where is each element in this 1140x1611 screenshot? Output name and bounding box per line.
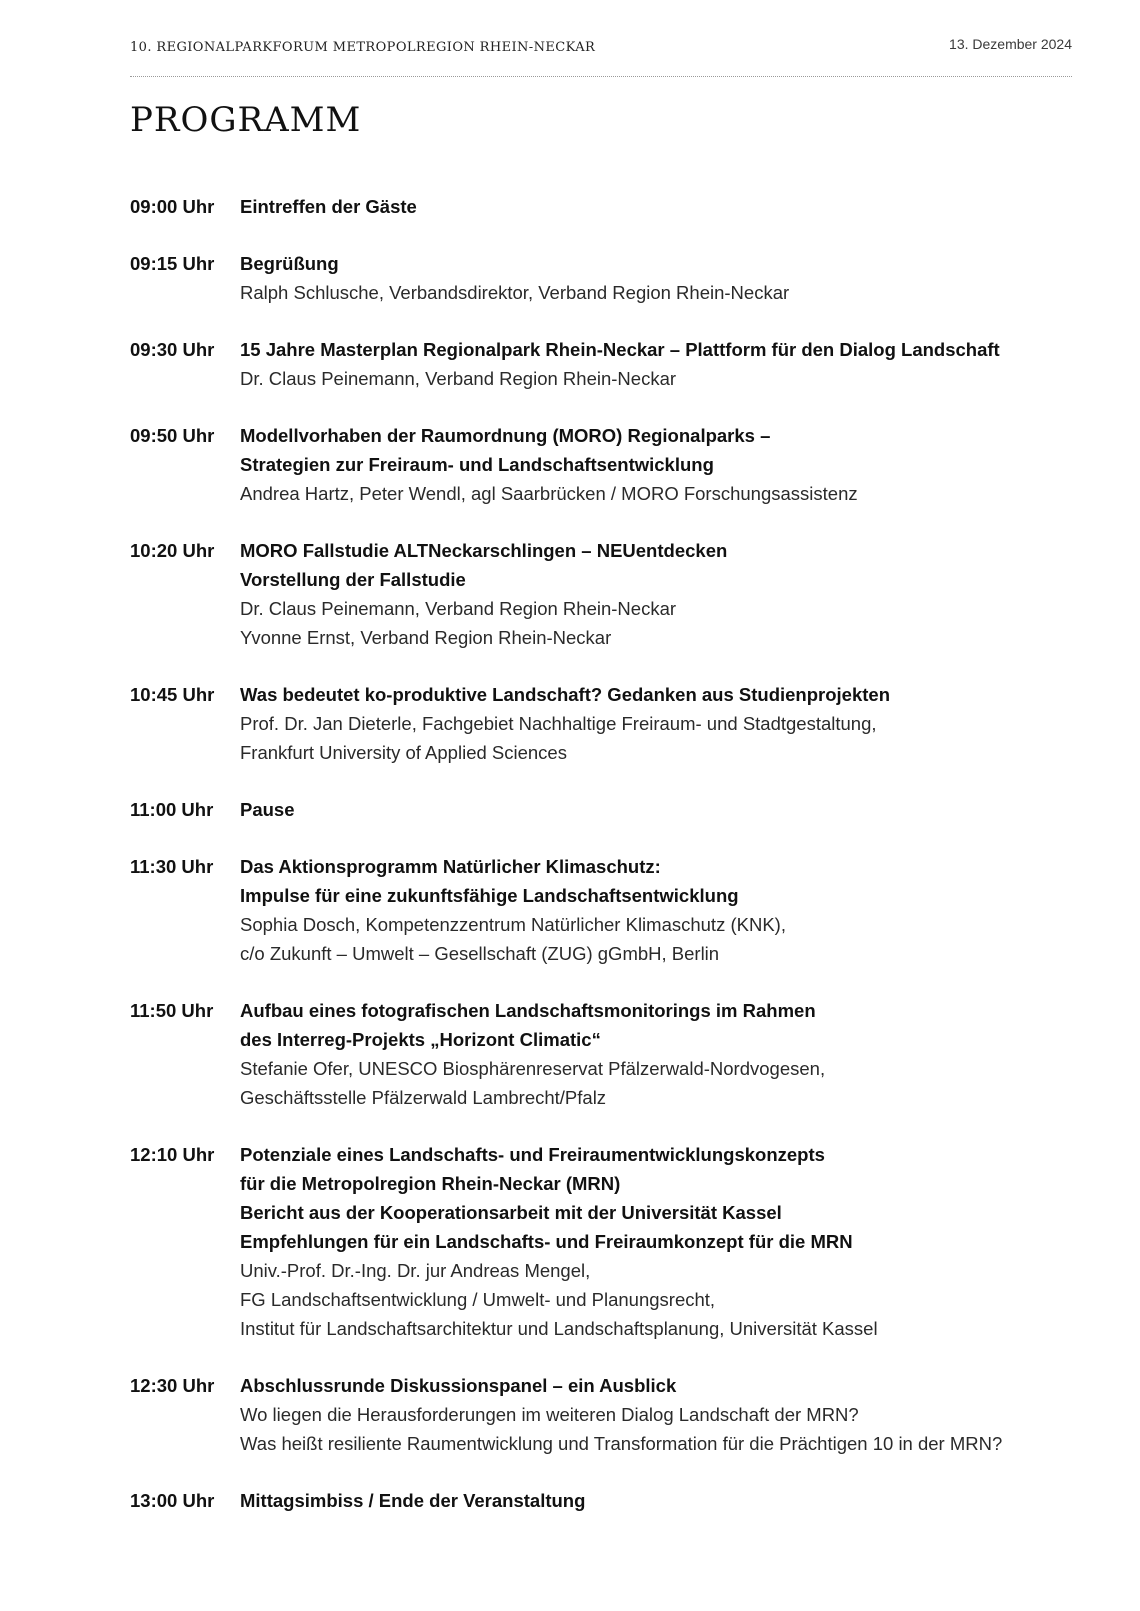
agenda-title: MORO Fallstudie ALTNeckarschlingen – NEUentdecken [240,540,728,561]
agenda-title: Begrüßung [240,253,339,274]
agenda-speaker: Was heißt resiliente Raumentwicklung und Transformation für die Prächtigen 10 in der MRN? [240,1433,1003,1454]
agenda-list [130,192,1072,1543]
agenda-item [130,249,1072,307]
agenda-time: 12:30 Uhr [130,1375,215,1396]
agenda-item [130,335,1072,393]
agenda-speaker: Ralph Schlusche, Verbandsdirektor, Verband Region Rhein-Neckar [240,282,790,303]
agenda-item [130,680,1072,767]
agenda-time: 09:50 Uhr [130,425,215,446]
agenda-title: Empfehlungen für ein Landschafts- und Freiraumkonzept für die MRN [240,1231,853,1252]
agenda-item [130,996,1072,1112]
agenda-speaker: Geschäftsstelle Pfälzerwald Lambrecht/Pfalz [240,1087,607,1108]
agenda-time: 11:00 Uhr [130,799,214,820]
agenda-item [130,536,1072,652]
agenda-title: Strategien zur Freiraum- und Landschaftsentwicklung [240,454,714,475]
agenda-time: 12:10 Uhr [130,1144,215,1165]
agenda-title: Das Aktionsprogramm Natürlicher Klimaschutz: [240,856,661,877]
agenda-title: für die Metropolregion Rhein-Neckar (MRN) [240,1173,621,1194]
agenda-speaker: Stefanie Ofer, UNESCO Biosphärenreservat Pfälzerwald-Nordvogesen, [240,1058,826,1079]
agenda-speaker: Univ.-Prof. Dr.-Ing. Dr. jur Andreas Mengel, [240,1260,591,1281]
agenda-time: 09:30 Uhr [130,339,215,360]
agenda-title: Impulse für eine zukunftsfähige Landschaftsentwicklung [240,885,739,906]
agenda-time: 09:15 Uhr [130,253,215,274]
agenda-title: des Interreg-Projekts „Horizont Climatic“ [240,1029,601,1050]
agenda-time: 13:00 Uhr [130,1490,215,1511]
page-title: PROGRAMM [130,100,362,140]
agenda-title: Vorstellung der Fallstudie [240,569,466,590]
event-date: 13. Dezember 2024 [949,36,1072,52]
agenda-speaker: Dr. Claus Peinemann, Verband Region Rhein-Neckar [240,598,677,619]
agenda-speaker: Institut für Landschaftsarchitektur und Landschaftsplanung, Universität Kassel [240,1318,878,1339]
agenda-title: Pause [240,799,295,820]
agenda-speaker: Prof. Dr. Jan Dieterle, Fachgebiet Nachhaltige Freiraum- und Stadtgestaltung, [240,713,877,734]
agenda-item [130,795,1072,824]
agenda-speaker: Yvonne Ernst, Verband Region Rhein-Neckar [240,627,612,648]
agenda-time: 10:20 Uhr [130,540,215,561]
agenda-speaker: c/o Zukunft – Umwelt – Gesellschaft (ZUG) gGmbH, Berlin [240,943,720,964]
agenda-time: 11:50 Uhr [130,1000,214,1021]
agenda-title: Abschlussrunde Diskussionspanel – ein Ausblick [240,1375,677,1396]
agenda-title: Bericht aus der Kooperationsarbeit mit der Universität Kassel [240,1202,782,1223]
agenda-speaker: Andrea Hartz, Peter Wendl, agl Saarbrücken / MORO Forschungsassistenz [240,483,858,504]
program-page [130,0,1072,1611]
agenda-title: Aufbau eines fotografischen Landschaftsmonitorings im Rahmen [240,1000,816,1021]
agenda-title: Modellvorhaben der Raumordnung (MORO) Regionalparks – [240,425,771,446]
agenda-speaker: Sophia Dosch, Kompetenzzentrum Natürlicher Klimaschutz (KNK), [240,914,786,935]
agenda-speaker: Frankfurt University of Applied Sciences [240,742,567,763]
agenda-item [130,192,1072,221]
agenda-time: 09:00 Uhr [130,196,215,217]
agenda-item [130,421,1072,508]
agenda-time: 10:45 Uhr [130,684,215,705]
event-name: 10. REGIONALPARKFORUM METROPOLREGION RHEIN-NECKAR [130,40,596,55]
agenda-title: Was bedeutet ko-produktive Landschaft? Gedanken aus Studienprojekten [240,684,891,705]
agenda-speaker: FG Landschaftsentwicklung / Umwelt- und Planungsrecht, [240,1289,716,1310]
agenda-title: Eintreffen der Gäste [240,196,417,217]
agenda-item [130,1486,1072,1515]
agenda-time: 11:30 Uhr [130,856,214,877]
agenda-item [130,1371,1072,1458]
page-header [130,36,1072,77]
agenda-speaker: Wo liegen die Herausforderungen im weiteren Dialog Landschaft der MRN? [240,1404,859,1425]
agenda-title: 15 Jahre Masterplan Regionalpark Rhein-Neckar – Plattform für den Dialog Landschaft [240,339,1000,360]
agenda-title: Mittagsimbiss / Ende der Veranstaltung [240,1490,586,1511]
agenda-item [130,1140,1072,1343]
agenda-title: Potenziale eines Landschafts- und Freiraumentwicklungskonzepts [240,1144,825,1165]
agenda-speaker: Dr. Claus Peinemann, Verband Region Rhein-Neckar [240,368,677,389]
agenda-item [130,852,1072,968]
